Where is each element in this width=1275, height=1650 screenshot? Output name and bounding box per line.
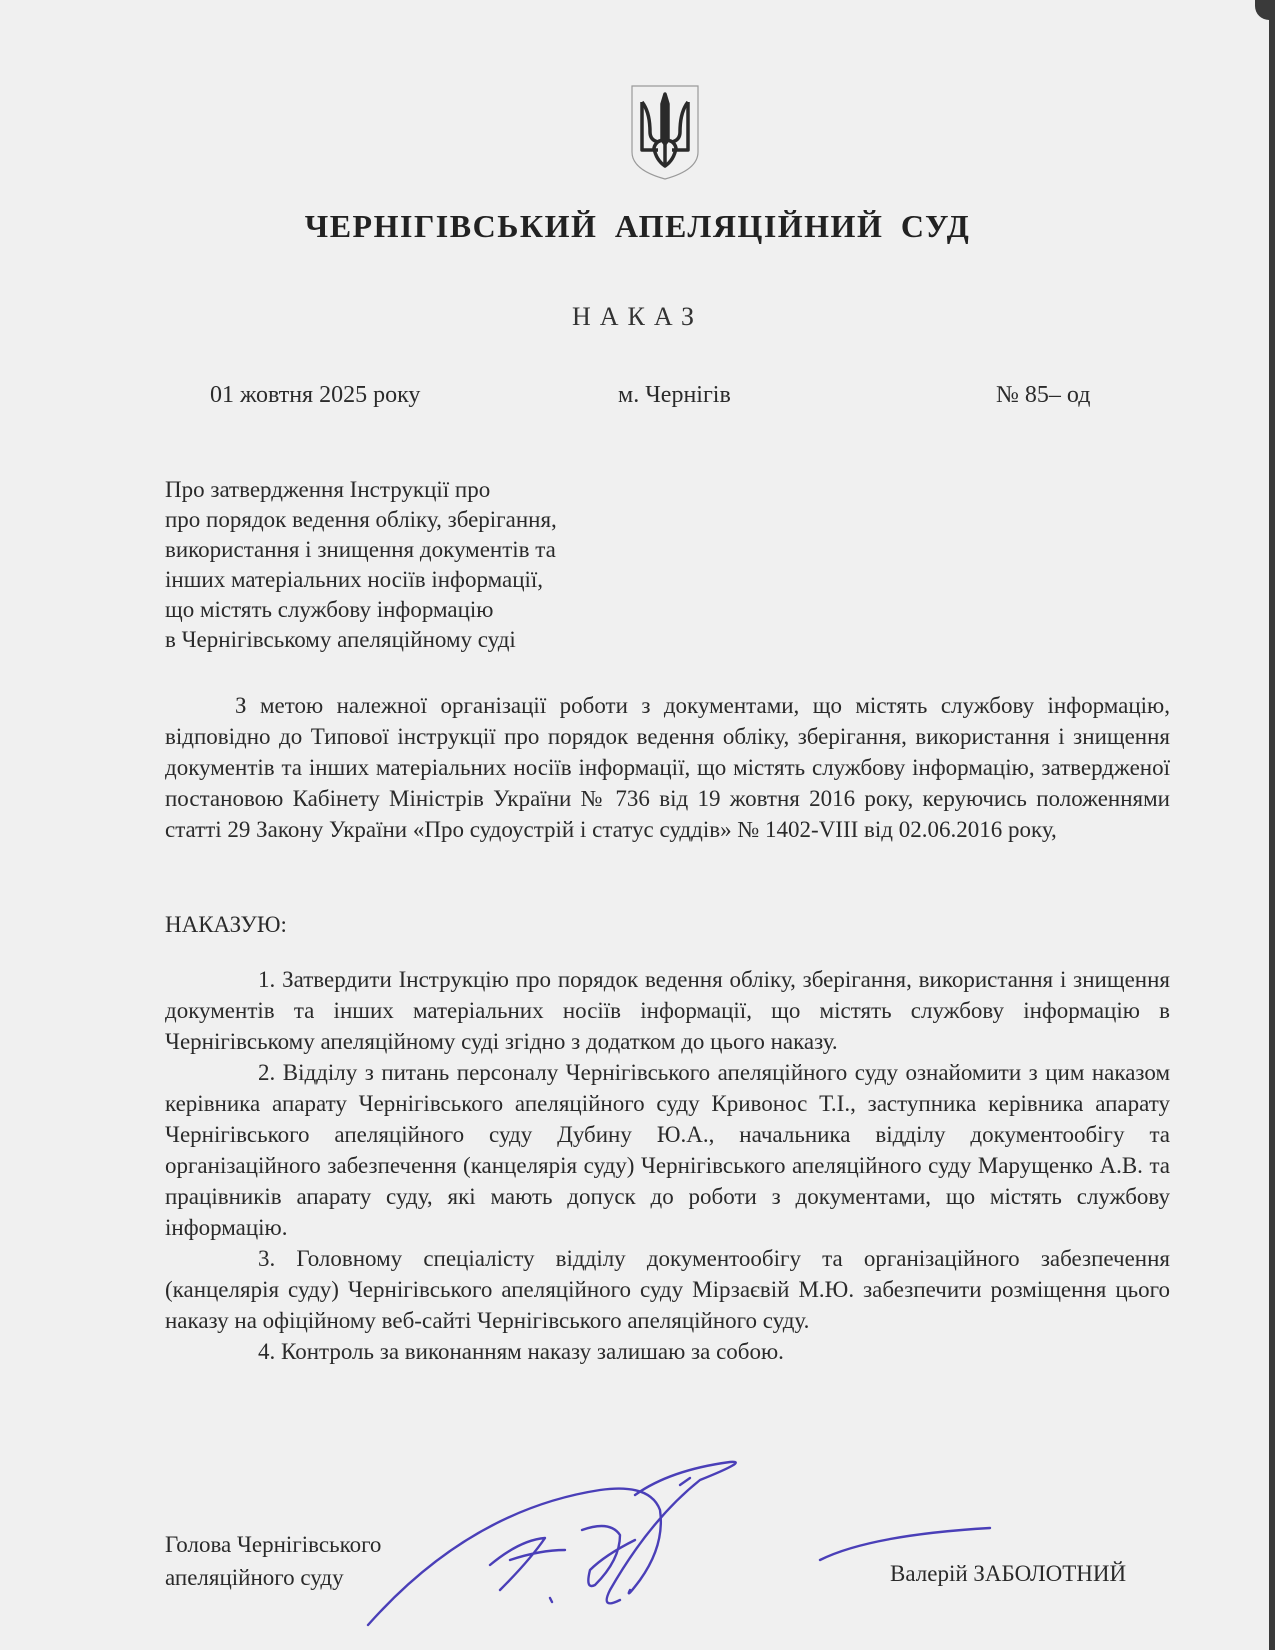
- preamble: [165, 690, 1170, 845]
- handwritten-signature: [350, 1450, 1110, 1630]
- order-number: № 85– од: [996, 382, 1091, 408]
- signatory-position: [165, 1528, 381, 1594]
- order-item-1: 1. Затвердити Інструкцію про порядок ведення обліку, зберігання, використання і знищення документів та інших матеріальних носіїв інформації, що містять службову інформацію в Чернігівському апеляційному суді згідно з додатком до цього наказу.: [165, 967, 1170, 1054]
- order-date: 01 жовтня 2025 року: [210, 382, 421, 408]
- order-city: м. Чернігів: [618, 382, 731, 408]
- order-item-2: 2. Відділу з питань персоналу Чернігівського апеляційного суду ознайомити з цим наказом керівника апарату Чернігівського апеляційного суду Кривонос Т.І., заступника керівника апарату Чернігівського апеляційного суду Дубину Ю.А., начальника відділу документообігу та організаційного забезпечення (канцелярія суду) Чернігівського апеляційного суду Марущенко А.В. та працівників апарату суду, які мають допуск до роботи з документами, що містять службову інформацію.: [165, 1060, 1170, 1240]
- subject-line: про порядок ведення обліку, зберігання,: [165, 507, 557, 532]
- signatory-name: Валерій ЗАБОЛОТНИЙ: [890, 1561, 1127, 1586]
- subject-line: інших матеріальних носіїв інформації,: [165, 567, 544, 592]
- decree-word: НАКАЗУЮ:: [165, 912, 287, 937]
- position-line: апеляційного суду: [165, 1565, 344, 1590]
- preamble-paragraph: З метою належної організації роботи з документами, що містять службову інформацію, відповідно до Типової інструкції про порядок ведення обліку, зберігання, використання і знищення документів та інших матеріальних носіїв інформації, що містять службову інформацію, затвердженої постановою Кабінету Міністрів України № 736 від 19 жовтня 2016 року, керуючись положеннями статті 29 Закону України «Про судоустрій і статус суддів» № 1402-VIII від 02.06.2016 року,: [165, 693, 1170, 842]
- order-item-4: 4. Контроль за виконанням наказу залишаю за собою.: [258, 1339, 784, 1364]
- document-type-heading: НАКАЗ: [571, 302, 704, 331]
- order-items: [165, 964, 1170, 1367]
- subject-line: Про затвердження Інструкції про: [165, 477, 491, 502]
- subject-line: використання і знищення документів та: [165, 537, 556, 562]
- position-line: Голова Чернігівського: [165, 1532, 382, 1557]
- trident-coat-of-arms-icon: [628, 82, 702, 182]
- order-subject: [165, 475, 685, 655]
- subject-line: в Чернігівському апеляційному суді: [165, 627, 516, 652]
- page-edge-shadow: [1269, 0, 1275, 1650]
- court-name-heading: ЧЕРНІГІВСЬКИЙ АПЕЛЯЦІЙНИЙ СУД: [304, 208, 971, 244]
- order-item-3: 3. Головному спеціалісту відділу документообігу та організаційного забезпечення (канцелярія суду) Чернігівського апеляційного суду Мірзаєвій М.Ю. забезпечити розміщення цього наказу на офіційному веб-сайті Чернігівського апеляційного суду.: [165, 1246, 1170, 1333]
- subject-line: що містять службову інформацію: [165, 597, 494, 622]
- page-corner-shadow: [1255, 0, 1269, 20]
